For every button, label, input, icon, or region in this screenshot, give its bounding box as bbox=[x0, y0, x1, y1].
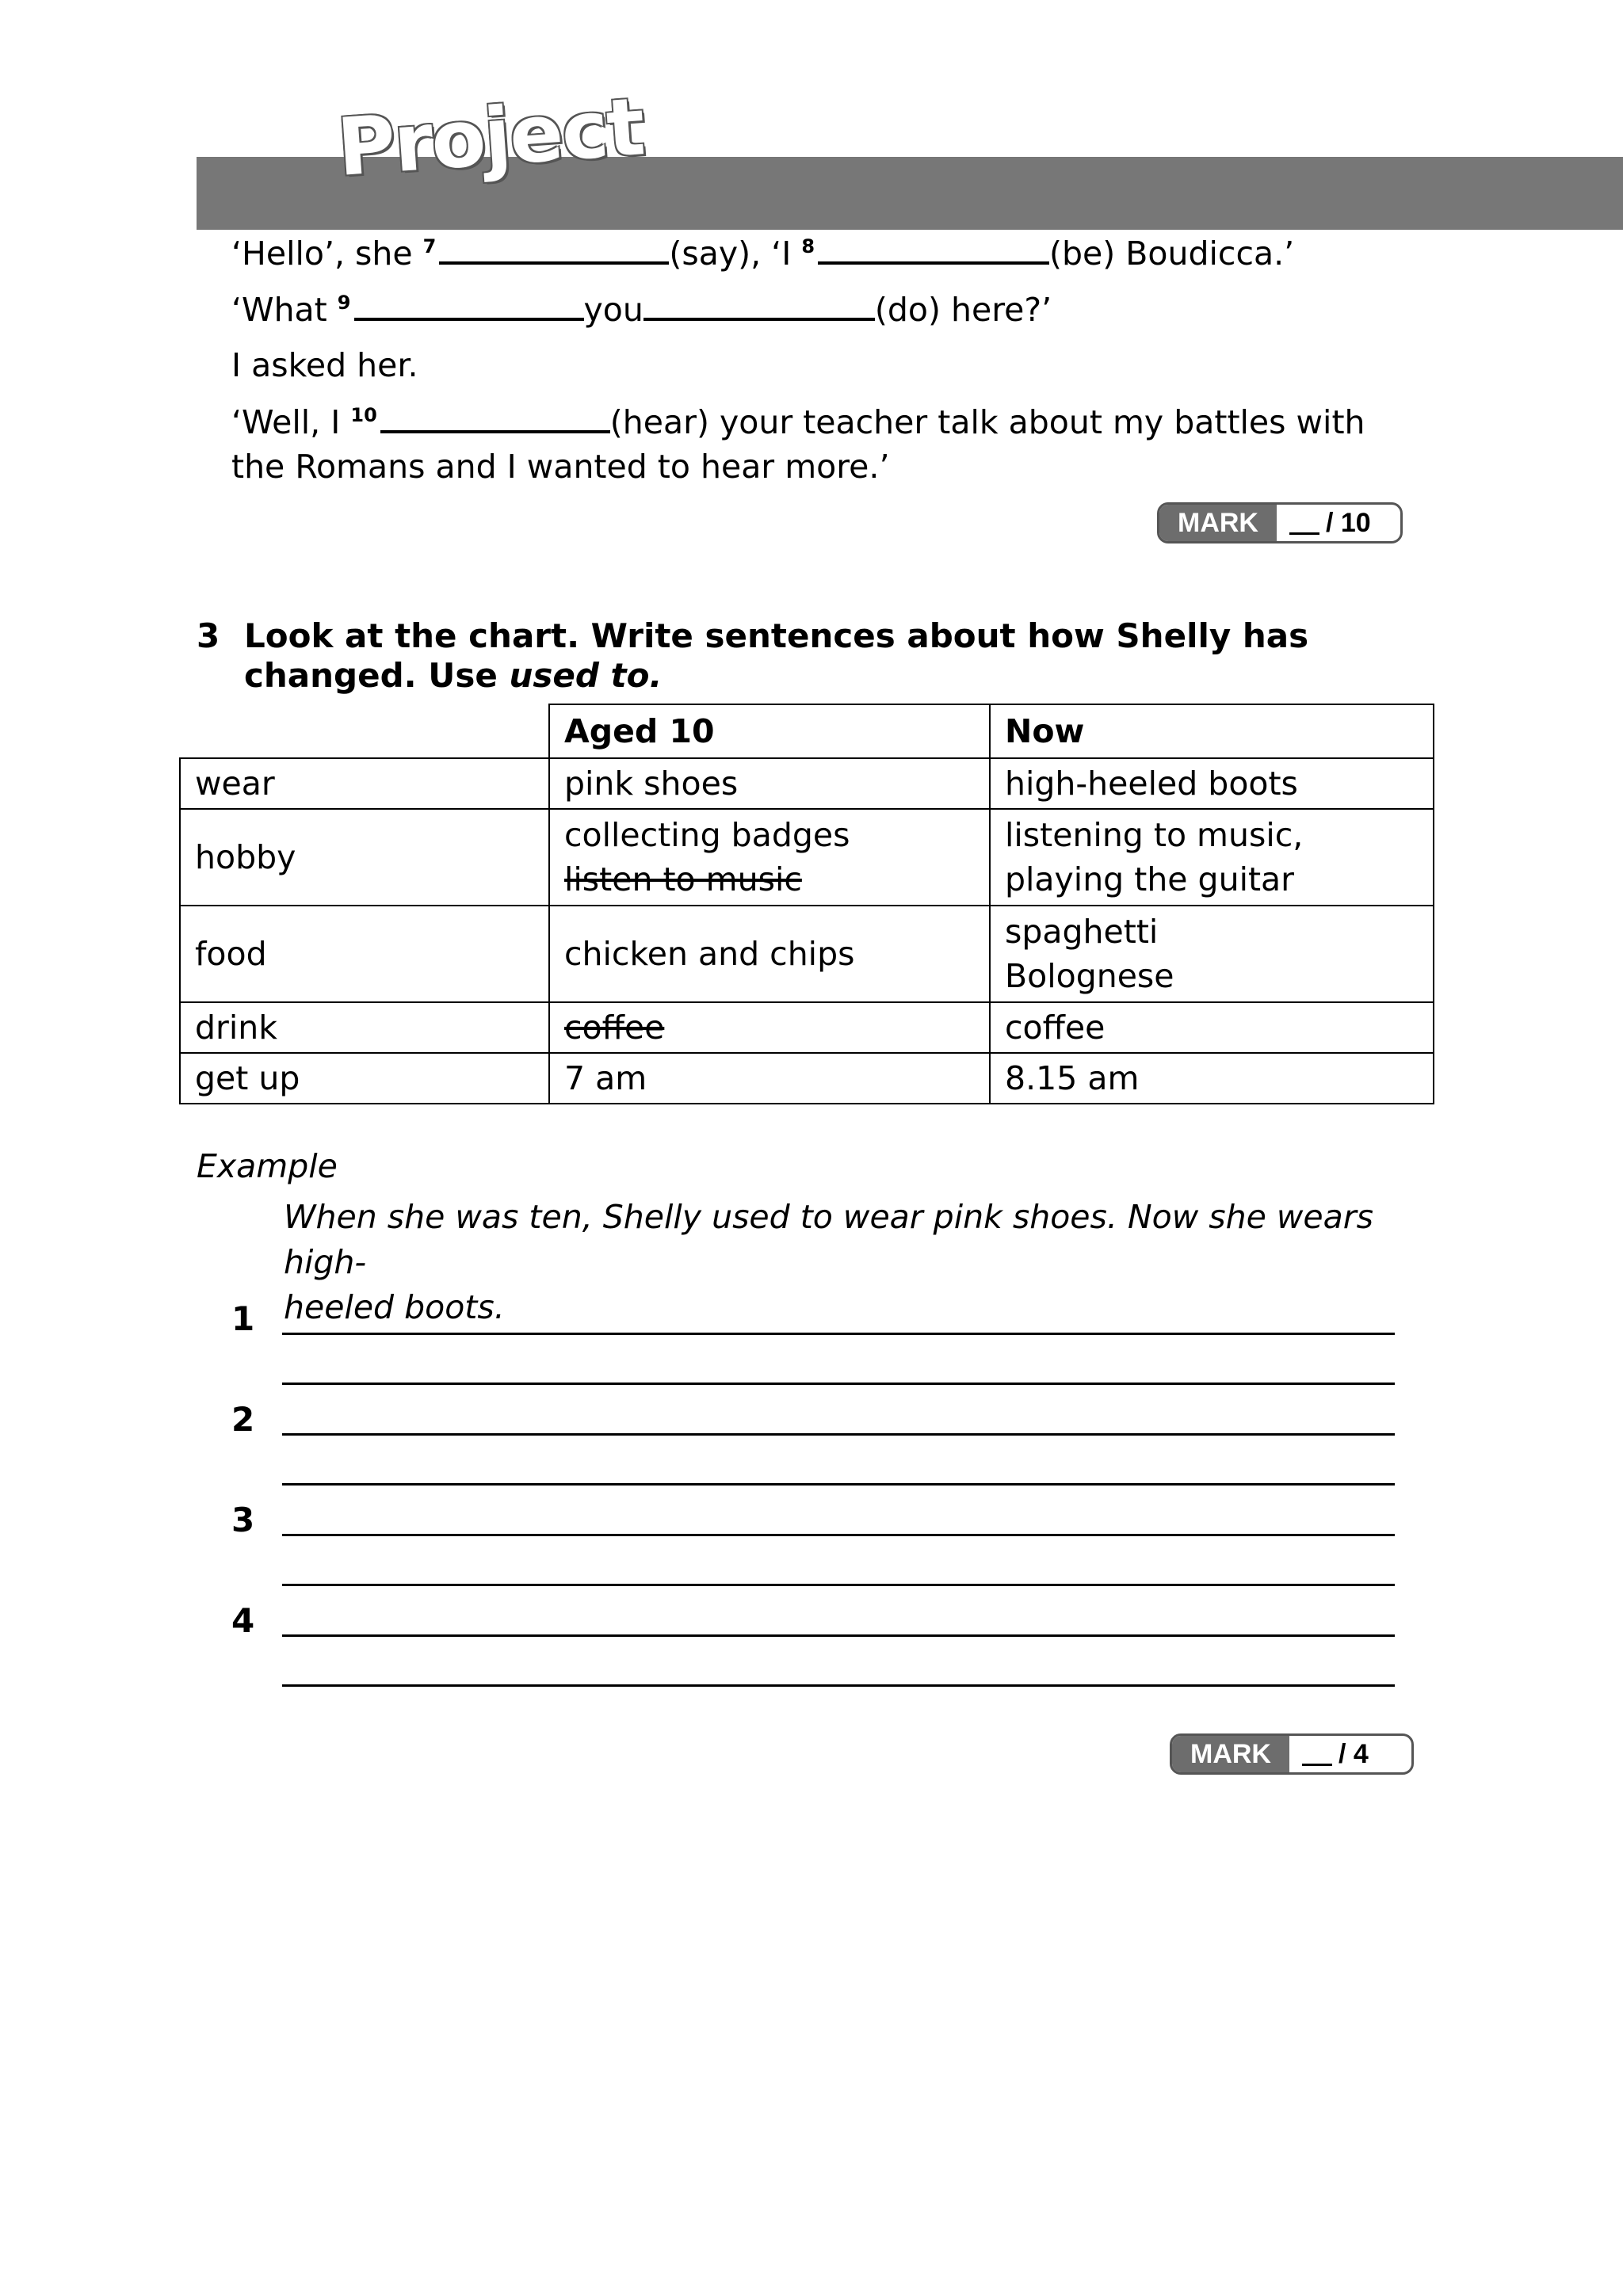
answer-number-2: 2 bbox=[231, 1400, 255, 1439]
header-now: Now bbox=[990, 704, 1434, 758]
aged-cell bbox=[549, 809, 990, 906]
brand-logo: Project bbox=[334, 80, 647, 194]
mark-box-1 bbox=[1157, 502, 1403, 543]
mark-label: MARK bbox=[1159, 505, 1277, 541]
passage-line-4 bbox=[231, 399, 1365, 445]
row-label: drink bbox=[180, 1002, 549, 1053]
cell-line: collecting badges bbox=[564, 816, 850, 854]
passage-line-5: the Romans and I wanted to hear more.’ bbox=[231, 448, 890, 486]
passage-text: you bbox=[583, 291, 643, 329]
row-label: food bbox=[180, 906, 549, 1002]
mark-total: / 4 bbox=[1338, 1738, 1369, 1769]
now-cell bbox=[990, 906, 1434, 1002]
passage-text: (do) here?’ bbox=[874, 291, 1052, 329]
header-empty-cell bbox=[180, 704, 549, 758]
cell-line: listening to music, bbox=[1005, 816, 1304, 854]
passage-text: ‘Hello’, she bbox=[231, 235, 423, 273]
passage-text: (hear) your teacher talk about my battles with bbox=[609, 403, 1365, 441]
gap-8-blank[interactable] bbox=[818, 230, 1049, 265]
answer-number-1: 1 bbox=[231, 1299, 255, 1338]
answer-line[interactable] bbox=[282, 1333, 1395, 1335]
answer-number-3: 3 bbox=[231, 1501, 255, 1539]
instruction-line-1: Look at the chart. Write sentences about how Shelly has bbox=[244, 616, 1309, 655]
now-cell: coffee bbox=[990, 1002, 1434, 1053]
crossed-out-text: coffee bbox=[564, 1009, 665, 1047]
mark-total: / 10 bbox=[1326, 507, 1371, 538]
answer-line[interactable] bbox=[282, 1433, 1395, 1436]
table-row bbox=[180, 906, 1434, 1002]
answer-line[interactable] bbox=[282, 1483, 1395, 1486]
answer-line[interactable] bbox=[282, 1684, 1395, 1687]
aged-cell: chicken and chips bbox=[549, 906, 990, 1002]
gap-number-7: 7 bbox=[422, 235, 437, 258]
task-number: 3 bbox=[197, 616, 220, 655]
gap-7-blank[interactable] bbox=[439, 230, 669, 265]
row-label: wear bbox=[180, 758, 549, 809]
example-sentence bbox=[284, 1195, 1409, 1330]
answer-line[interactable] bbox=[282, 1534, 1395, 1536]
mark-box-2 bbox=[1170, 1733, 1414, 1775]
mark-score bbox=[1289, 1736, 1369, 1772]
passage-line-1 bbox=[231, 230, 1294, 277]
cell-line: playing the guitar bbox=[1005, 860, 1295, 898]
passage-text: ‘What bbox=[231, 291, 338, 329]
gap-number-9: 9 bbox=[337, 292, 351, 315]
now-cell bbox=[990, 809, 1434, 906]
gap-9-blank-b[interactable] bbox=[643, 286, 875, 321]
gap-9-blank-a[interactable] bbox=[354, 286, 584, 321]
table-header-row bbox=[180, 704, 1434, 758]
shelly-chart bbox=[179, 704, 1434, 1104]
passage-line-2 bbox=[231, 286, 1052, 333]
mark-score bbox=[1277, 505, 1371, 541]
crossed-out-text: listen to music bbox=[564, 860, 802, 898]
table-row bbox=[180, 1053, 1434, 1104]
passage-text: (be) Boudicca.’ bbox=[1049, 235, 1295, 273]
table-row bbox=[180, 1002, 1434, 1053]
row-label: hobby bbox=[180, 809, 549, 906]
now-cell: 8.15 am bbox=[990, 1053, 1434, 1104]
instruction-emphasis: used to. bbox=[509, 656, 663, 695]
answer-line[interactable] bbox=[282, 1584, 1395, 1586]
passage-text: ‘Well, I bbox=[231, 403, 351, 441]
passage-text: (say), ‘I bbox=[669, 235, 802, 273]
score-blank[interactable] bbox=[1289, 512, 1319, 535]
cell-line: Bolognese bbox=[1005, 957, 1174, 995]
task-instructions bbox=[244, 616, 1354, 696]
gap-number-10: 10 bbox=[350, 404, 377, 427]
score-blank[interactable] bbox=[1302, 1743, 1332, 1766]
mark-label: MARK bbox=[1172, 1736, 1289, 1772]
example-line-1: When she was ten, Shelly used to wear pink shoes. Now she wears high- bbox=[284, 1198, 1373, 1281]
aged-cell: 7 am bbox=[549, 1053, 990, 1104]
gap-10-blank[interactable] bbox=[380, 399, 610, 433]
example-line-2: heeled boots. bbox=[284, 1288, 505, 1326]
cell-line: spaghetti bbox=[1005, 913, 1159, 951]
answer-line[interactable] bbox=[282, 1383, 1395, 1385]
now-cell: high-heeled boots bbox=[990, 758, 1434, 809]
header-aged-10: Aged 10 bbox=[549, 704, 990, 758]
gap-number-8: 8 bbox=[801, 235, 815, 258]
instruction-line-2: changed. Use bbox=[244, 656, 510, 695]
table-row bbox=[180, 809, 1434, 906]
row-label: get up bbox=[180, 1053, 549, 1104]
aged-cell bbox=[549, 1002, 990, 1053]
answer-line[interactable] bbox=[282, 1634, 1395, 1637]
aged-cell: pink shoes bbox=[549, 758, 990, 809]
answer-number-4: 4 bbox=[231, 1601, 255, 1640]
example-label: Example bbox=[197, 1147, 338, 1185]
passage-line-3: I asked her. bbox=[231, 346, 418, 384]
table-row bbox=[180, 758, 1434, 809]
